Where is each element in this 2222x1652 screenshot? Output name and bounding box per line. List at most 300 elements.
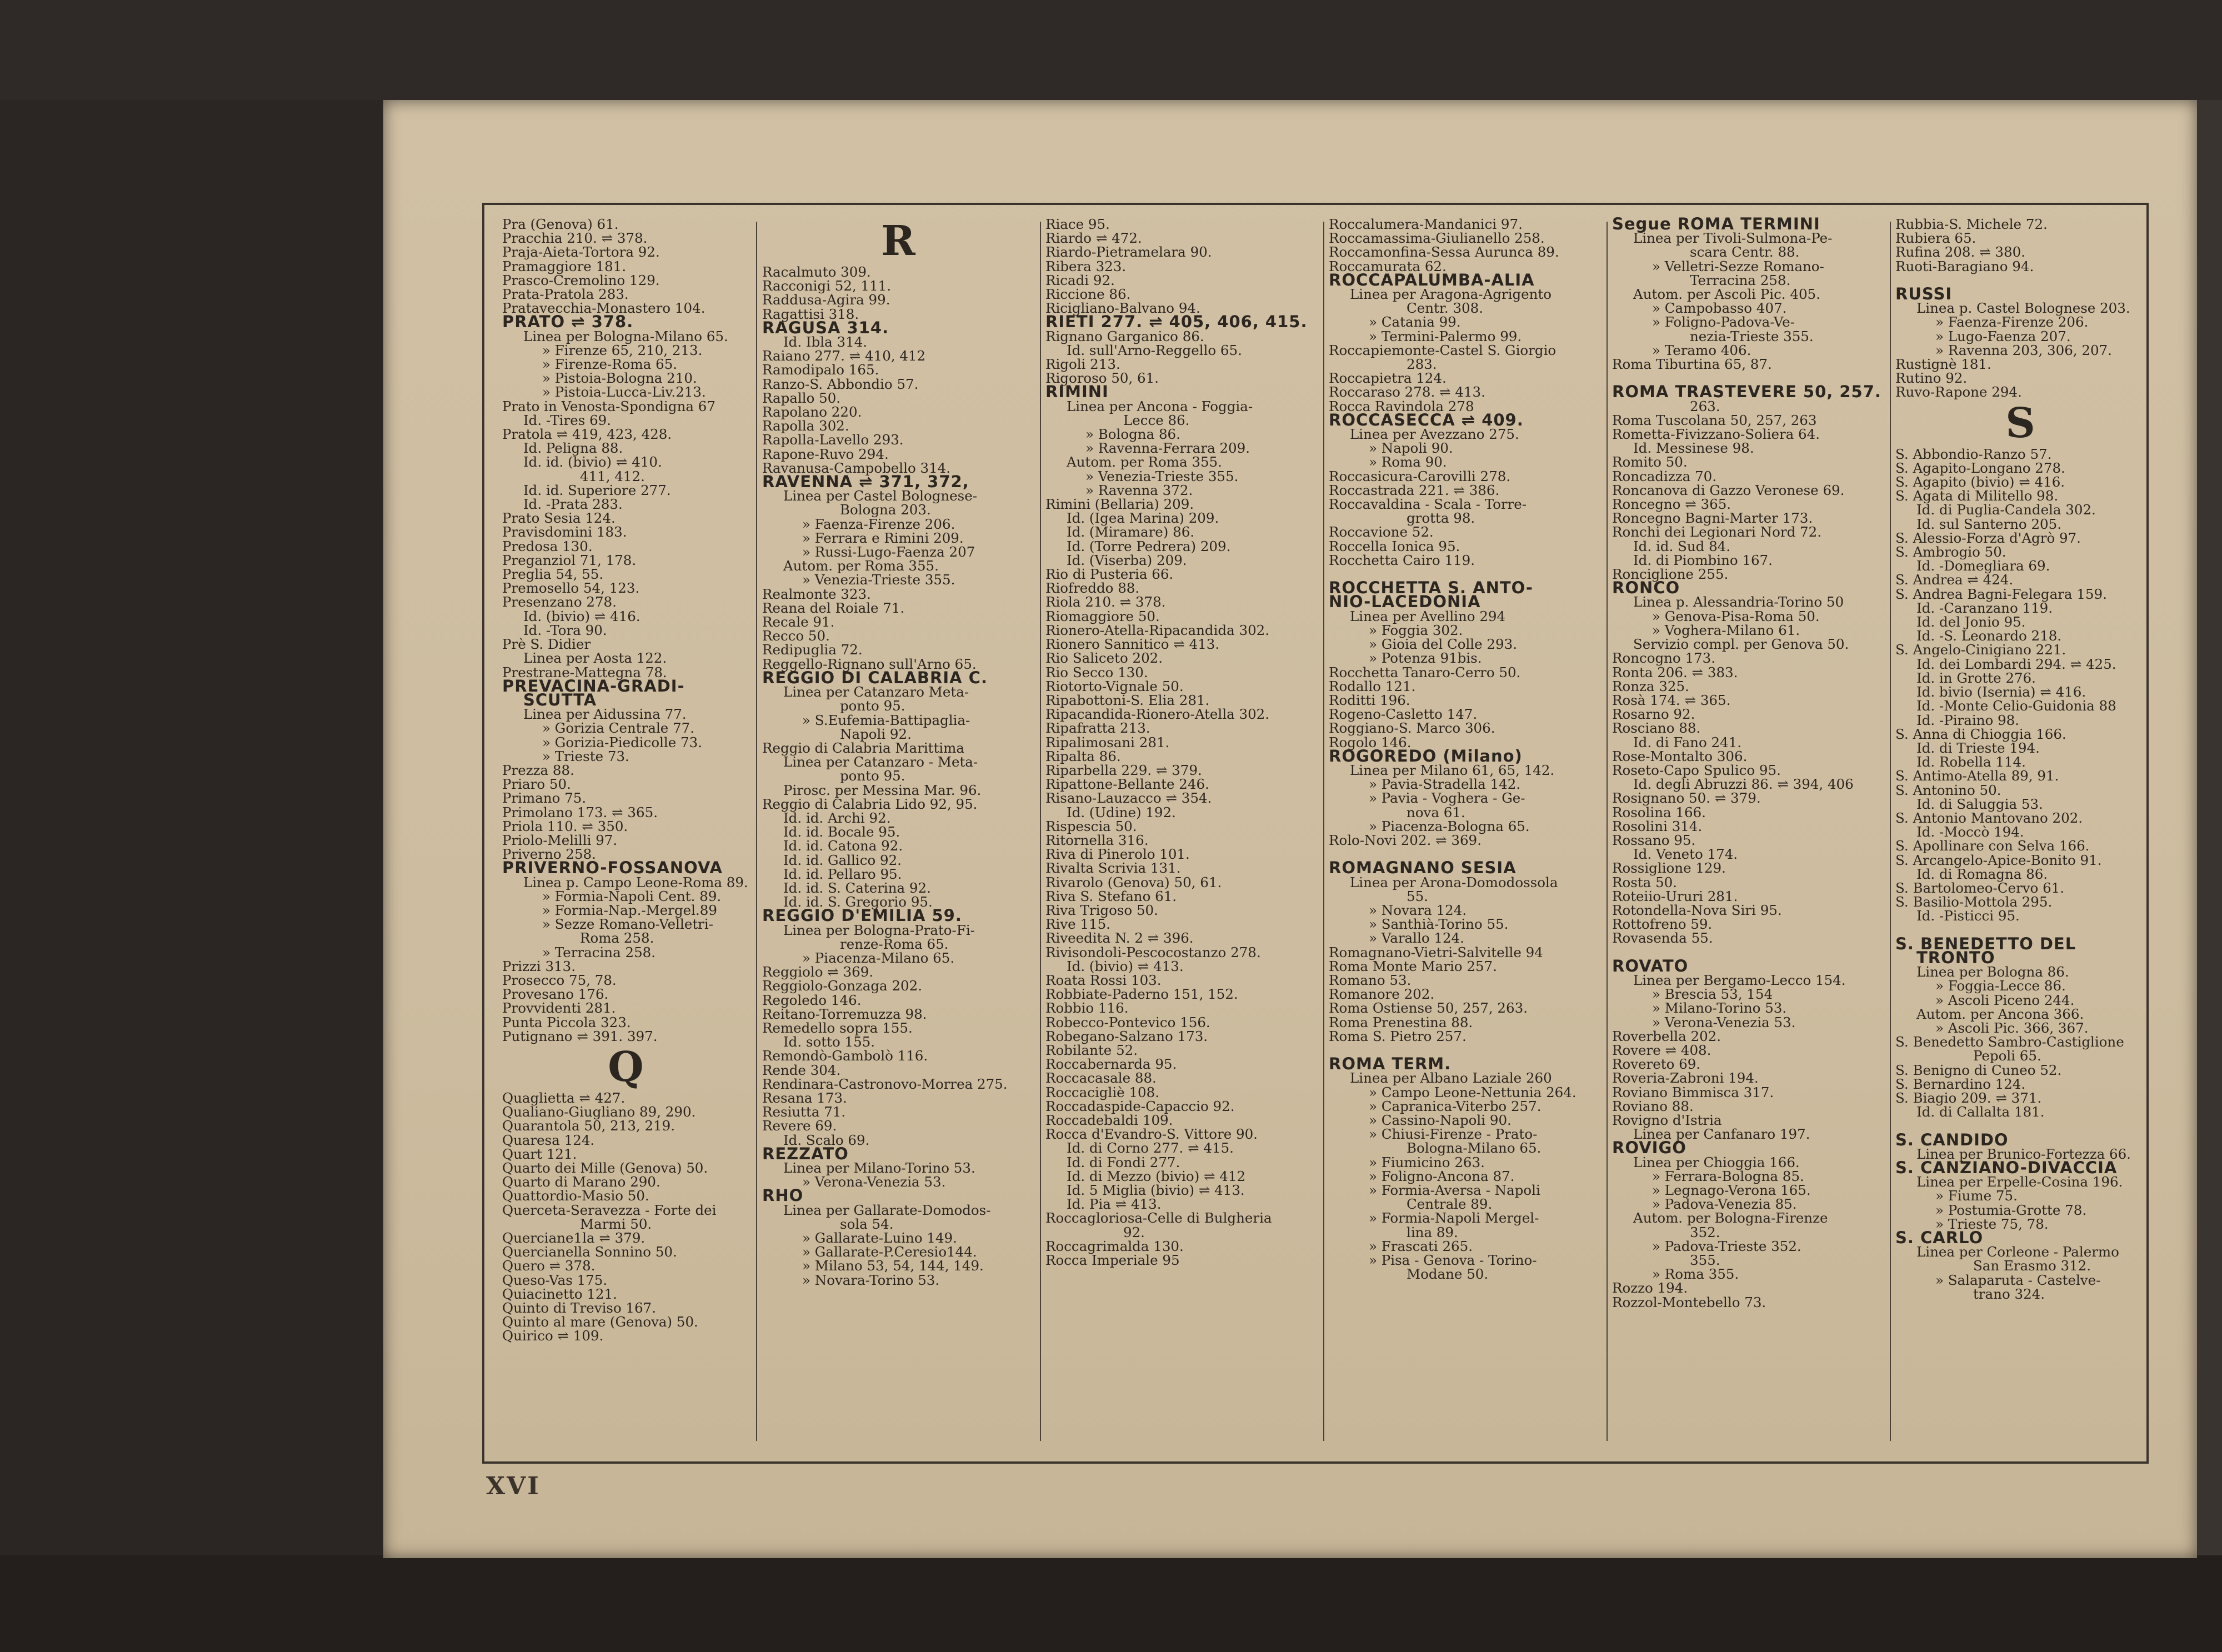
index-entry: Roccacasale 88. — [1045, 1070, 1157, 1087]
index-entry: Rapallo 50. — [762, 389, 841, 406]
index-entry: Id. del Jonio 95. — [1916, 614, 2026, 630]
index-entry: Riccione 86. — [1045, 286, 1131, 303]
index-entry: Ronciglione 255. — [1612, 566, 1729, 583]
index-entry: Rionero-Atella-Ripacandida 302. — [1045, 622, 1270, 638]
index-entry: Reggiolo ⇌ 369. — [762, 964, 874, 980]
index-entry: » Gorizia-Piedicolle 73. — [542, 734, 703, 750]
index-entry: S. Antimo-Atella 89, 91. — [1895, 768, 2059, 784]
index-entry: Id. Peligna 88. — [523, 440, 623, 457]
index-entry: » Padova-Venezia 85. — [1652, 1196, 1797, 1213]
index-entry: Prestrane-Mattegna 78. — [502, 664, 667, 680]
index-entry: Raddusa-Agira 99. — [762, 292, 890, 308]
index-entry: Linea per Catanzaro Meta- — [783, 684, 969, 700]
index-frame — [482, 203, 2149, 1464]
station-heading: ROMA TRASTEVERE 50, 257. — [1612, 382, 1881, 402]
index-entry: Linea per Chioggia 166. — [1633, 1154, 1800, 1170]
index-entry: Linea per Corleone - Palermo — [1916, 1244, 2119, 1260]
index-entry: » Pistoia-Bologna 210. — [542, 370, 697, 387]
index-entry: Rio di Pusteria 66. — [1045, 566, 1174, 583]
index-entry: Ronza 325. — [1612, 678, 1689, 694]
index-entry: » Novara 124. — [1369, 902, 1467, 918]
index-entry: 411, 412. — [580, 468, 645, 484]
index-entry: Priola 110. ⇌ 350. — [502, 818, 628, 834]
index-entry: Id. di Fano 241. — [1633, 734, 1742, 750]
column-divider — [1607, 222, 1608, 1441]
index-entry: S. Bartolomeo-Cervo 61. — [1895, 879, 2065, 896]
index-entry: 263. — [1690, 398, 1720, 414]
index-entry: » Sezze Romano-Velletri- — [542, 916, 714, 933]
index-entry: Prezza 88. — [502, 762, 574, 778]
index-entry: Resiutta 71. — [762, 1104, 846, 1120]
index-entry: » Potenza 91bis. — [1369, 650, 1482, 667]
index-entry: Id. -Domegliara 69. — [1916, 558, 2050, 574]
index-entry: Roma Tuscolana 50, 257, 263 — [1612, 412, 1817, 428]
index-entry: Reitano-Torremuzza 98. — [762, 1005, 927, 1022]
index-entry: S. Antonio Mantovano 202. — [1895, 809, 2083, 826]
book-page — [383, 100, 2197, 1558]
index-entry: Robecco-Pontevico 156. — [1045, 1014, 1210, 1030]
station-heading: PRIVERNO-FOSSANOVA — [502, 858, 723, 878]
index-entry: grotta 98. — [1407, 510, 1475, 527]
index-entry: » Gallarate-Luino 149. — [802, 1230, 957, 1246]
index-entry: Ripalimosani 281. — [1045, 734, 1170, 750]
station-heading: SCUTTA — [523, 690, 597, 709]
index-entry: Id. di Fondi 277. — [1067, 1154, 1180, 1170]
index-entry: Roata Rossi 103. — [1045, 972, 1162, 988]
index-entry: Rocca Ravindola 278 — [1329, 398, 1474, 414]
index-entry: S. Alessio-Forza d'Agrò 97. — [1895, 529, 2081, 546]
index-entry: Id. id. S. Gregorio 95. — [783, 894, 933, 910]
index-entry: » Genova-Pisa-Roma 50. — [1652, 608, 1820, 624]
index-entry: S. Andrea Bagni-Felegara 159. — [1895, 585, 2107, 602]
index-entry: Linea per Aidussina 77. — [523, 706, 687, 723]
index-entry: Linea per Canfanaro 197. — [1633, 1126, 1810, 1143]
index-entry: Rende 304. — [762, 1062, 841, 1078]
index-entry: Id. (Udine) 192. — [1067, 804, 1176, 820]
index-entry: » Velletri-Sezze Romano- — [1652, 258, 1824, 274]
index-entry: Primano 75. — [502, 790, 587, 807]
index-entry: » Novara-Torino 53. — [802, 1271, 940, 1288]
index-entry: Rivarolo (Genova) 50, 61. — [1045, 874, 1222, 890]
index-entry: Linea per Aosta 122. — [523, 650, 667, 667]
index-entry: » Ascoli Pic. 366, 367. — [1935, 1019, 2089, 1036]
index-entry: Quarantola 50, 213, 219. — [502, 1118, 675, 1134]
index-entry: Servizio compl. per Genova 50. — [1633, 636, 1849, 653]
index-entry: Riace 95. — [1045, 217, 1110, 232]
index-entry: Provvidenti 281. — [502, 1000, 616, 1017]
index-entry: Quinto di Treviso 167. — [502, 1300, 657, 1316]
index-entry: » Pavia-Stradella 142. — [1369, 776, 1521, 793]
index-entry: S. Andrea ⇌ 424. — [1895, 572, 2014, 588]
index-entry: Roncanova di Gazzo Veronese 69. — [1612, 482, 1845, 498]
index-entry: Prè S. Didier — [502, 636, 591, 653]
index-entry: Roccavaldina - Scala - Torre- — [1329, 496, 1527, 513]
index-entry: S. Apollinare con Selva 166. — [1895, 838, 2090, 854]
station-heading: S. CANZIANO-DIVACCIA — [1895, 1158, 2118, 1177]
station-heading: ROMA TERM. — [1329, 1054, 1452, 1074]
index-entry: Rigoroso 50, 61. — [1045, 370, 1159, 387]
index-entry: S. Agapito-Longano 278. — [1895, 459, 2065, 476]
index-entry: Id. di Piombino 167. — [1633, 552, 1773, 568]
station-heading: RIMINI — [1045, 382, 1109, 402]
index-entry: Quattordio-Masio 50. — [502, 1188, 649, 1204]
index-entry: Rometta-Fivizzano-Soliera 64. — [1612, 426, 1820, 443]
index-entry: Ranzo-S. Abbondio 57. — [762, 376, 919, 392]
index-entry: Id. (Torre Pedrera) 209. — [1067, 538, 1231, 554]
index-entry: Robilante 52. — [1045, 1042, 1138, 1058]
index-entry: Quirico ⇌ 109. — [502, 1328, 604, 1344]
index-entry: 92. — [1123, 1224, 1145, 1240]
index-entry: Rogeno-Casletto 147. — [1329, 706, 1478, 723]
index-entry: Autom. per Ancona 366. — [1916, 1005, 2084, 1022]
index-entry: Marmi 50. — [580, 1215, 652, 1232]
index-entry: Id. (bivio) ⇌ 413. — [1067, 958, 1184, 974]
index-entry: Ronchi dei Legionari Nord 72. — [1612, 524, 1821, 540]
index-entry: Roviano 88. — [1612, 1098, 1694, 1114]
station-heading: RAGUSA 314. — [762, 318, 889, 337]
index-entry: Prato Sesia 124. — [502, 510, 615, 527]
index-entry: Id. di Callalta 181. — [1916, 1104, 2045, 1120]
index-column-1 — [502, 217, 749, 1453]
index-entry: Rocca d'Evandro-S. Vittore 90. — [1045, 1126, 1258, 1143]
index-entry: Querciane1la ⇌ 379. — [502, 1230, 645, 1246]
index-entry: Pra (Genova) 61. — [502, 217, 619, 232]
index-entry: » Russi-Lugo-Faenza 207 — [802, 544, 975, 560]
index-entry: Id. di Trieste 194. — [1916, 739, 2040, 756]
index-entry: Roccadebaldi 109. — [1045, 1112, 1173, 1128]
index-column-6 — [1895, 217, 2145, 1453]
index-entry: » Fiumicino 263. — [1369, 1154, 1485, 1170]
index-entry: » Bologna 86. — [1085, 426, 1180, 443]
index-entry: » Termini-Palermo 99. — [1369, 328, 1522, 344]
index-entry: Ricadi 92. — [1045, 272, 1115, 288]
index-entry: Roccasicura-Carovilli 278. — [1329, 468, 1511, 484]
index-entry: Remondò-Gambolò 116. — [762, 1048, 928, 1064]
station-heading: ROGOREDO (Milano) — [1329, 746, 1523, 765]
index-entry: nezia-Trieste 355. — [1690, 328, 1814, 344]
index-entry: Linea per Castel Bolognese- — [783, 488, 978, 504]
index-entry: Id. di Romagna 86. — [1916, 865, 2048, 882]
index-entry: Rosta 50. — [1612, 874, 1677, 890]
station-heading: ROMAGNANO SESIA — [1329, 858, 1517, 878]
index-entry: » Gallarate-P.Ceresio144. — [802, 1244, 977, 1260]
index-entry: Terracina 258. — [1690, 272, 1791, 288]
index-entry: Ravanusa-Campobello 314. — [762, 459, 951, 476]
index-entry: » Brescia 53, 154 — [1652, 986, 1773, 1003]
index-entry: Roccalumera-Mandanici 97. — [1329, 217, 1523, 232]
index-entry: Autom. per Bologna-Firenze — [1633, 1210, 1828, 1227]
index-entry: Romagnano-Vietri-Salvitelle 94 — [1329, 944, 1543, 960]
index-entry: » Fiume 75. — [1935, 1188, 2018, 1204]
index-entry: » Roma 355. — [1652, 1266, 1739, 1283]
station-heading: REGGIO D'EMILIA 59. — [762, 906, 962, 925]
station-heading: ROVATO — [1612, 956, 1689, 975]
index-entry: Ripacandida-Rionero-Atella 302. — [1045, 706, 1270, 723]
index-entry: Id. Veneto 174. — [1633, 846, 1738, 863]
index-entry: Id. (Miramare) 86. — [1067, 524, 1195, 540]
index-entry: Rutino 92. — [1895, 370, 1968, 387]
index-entry: Id. -S. Leonardo 218. — [1916, 628, 2062, 644]
index-entry: Roteiio-Ururi 281. — [1612, 888, 1738, 904]
index-column-3 — [1045, 217, 1318, 1453]
index-entry: » Postumia-Grotte 78. — [1935, 1202, 2087, 1218]
index-entry: Id. di Saluggia 53. — [1916, 795, 2043, 812]
index-entry: Id. id. Superiore 277. — [523, 482, 671, 498]
index-entry: Reggio di Calabria Lido 92, 95. — [762, 795, 978, 812]
station-heading: RUSSI — [1895, 284, 1953, 304]
section-letter: S — [2005, 399, 2035, 447]
index-entry: Id. 5 Miglia (bivio) ⇌ 413. — [1067, 1182, 1245, 1199]
index-entry: Id. id. (bivio) ⇌ 410. — [523, 454, 662, 470]
index-entry: Roccaraso 278. ⇌ 413. — [1329, 384, 1485, 401]
index-entry: Risano-Lauzacco ⇌ 354. — [1045, 790, 1212, 807]
index-entry: S. Anna di Chioggia 166. — [1895, 725, 2066, 742]
index-entry: Linea p. Campo Leone-Roma 89. — [523, 874, 748, 890]
index-entry: Id. -Monte Celio-Guidonia 88 — [1916, 698, 2116, 714]
index-entry: » Pisa - Genova - Torino- — [1369, 1252, 1537, 1269]
index-entry: Rose-Montalto 306. — [1612, 748, 1748, 764]
index-entry: Roma Ostiense 50, 257, 263. — [1329, 1000, 1528, 1017]
index-entry: Id. sotto 155. — [783, 1034, 875, 1050]
index-entry: 355. — [1690, 1252, 1720, 1269]
index-entry: Prasco-Cremolino 129. — [502, 272, 660, 288]
index-entry: » Capranica-Viterbo 257. — [1369, 1098, 1542, 1114]
index-entry: » Ferrara e Rimini 209. — [802, 529, 964, 546]
index-entry: Linea per Tivoli-Sulmona-Pe- — [1633, 230, 1833, 247]
index-entry: Ronta 206. ⇌ 383. — [1612, 664, 1738, 680]
index-entry: scara Centr. 88. — [1690, 244, 1800, 261]
index-entry: » Foggia 302. — [1369, 622, 1463, 638]
index-entry: trano 324. — [1973, 1285, 2045, 1302]
index-entry: Bologna-Milano 65. — [1407, 1140, 1542, 1157]
index-entry: Id. -Tires 69. — [523, 412, 612, 428]
index-entry: » Formia-Napoli Mergel- — [1369, 1210, 1539, 1227]
index-entry: » Ferrara-Bologna 85. — [1652, 1168, 1804, 1184]
index-entry: Ragattisi 318. — [762, 306, 859, 322]
index-entry: Rapone-Ruvo 294. — [762, 445, 889, 462]
index-entry: Rionero Sannitico ⇌ 413. — [1045, 636, 1220, 653]
index-entry: Rivisondoli-Pescocostanzo 278. — [1045, 944, 1261, 960]
index-entry: Pepoli 65. — [1973, 1048, 2041, 1064]
index-entry: Id. (Viserba) 209. — [1067, 552, 1187, 568]
index-entry: Praja-Aieta-Tortora 92. — [502, 244, 660, 261]
index-entry: Id. Pia ⇌ 413. — [1067, 1196, 1162, 1213]
index-entry: Rosarno 92. — [1612, 706, 1695, 723]
index-entry: S. Bernardino 124. — [1895, 1075, 2026, 1092]
index-entry: Priverno 258. — [502, 846, 596, 863]
station-heading: REGGIO DI CALABRIA C. — [762, 668, 988, 687]
index-entry: Linea per Albano Laziale 260 — [1350, 1070, 1552, 1087]
index-entry: Linea per Erpelle-Cosina 196. — [1916, 1174, 2123, 1190]
index-entry: » Milano-Torino 53. — [1652, 1000, 1787, 1017]
index-entry: Id. id. Sud 84. — [1633, 538, 1731, 554]
index-entry: » Foligno-Ancona 87. — [1369, 1168, 1515, 1184]
index-entry: Rossiglione 129. — [1612, 860, 1726, 877]
index-entry: Bologna 203. — [840, 502, 931, 518]
index-entry: » Catania 99. — [1369, 314, 1461, 331]
index-entry: Autom. per Roma 355. — [1067, 454, 1222, 470]
index-entry: » Salaparuta - Castelve- — [1935, 1271, 2101, 1288]
index-entry: » Pistoia-Lucca-Liv.213. — [542, 384, 706, 401]
index-entry: ponto 95. — [840, 768, 905, 784]
index-entry: Putignano ⇌ 391. 397. — [502, 1028, 658, 1044]
index-entry: Robbiate-Paderno 151, 152. — [1045, 986, 1238, 1003]
index-entry: » Trieste 75, 78. — [1935, 1215, 2049, 1232]
column-divider — [756, 222, 757, 1441]
index-entry: Priolo-Melilli 97. — [502, 832, 618, 848]
index-entry: Linea per Avellino 294 — [1350, 608, 1506, 624]
index-entry: Regoledo 146. — [762, 992, 862, 1008]
index-entry: Rivalta Scrivia 131. — [1045, 860, 1181, 877]
index-entry: Roccacigliè 108. — [1045, 1084, 1159, 1100]
index-entry: Roncegno ⇌ 365. — [1612, 496, 1731, 513]
index-entry: » Teramo 406. — [1652, 342, 1751, 358]
index-entry: Linea p. Castel Bolognese 203. — [1916, 300, 2130, 317]
index-entry: Provesano 176. — [502, 986, 609, 1003]
index-entry: Rispescia 50. — [1045, 818, 1137, 834]
index-entry: Pratavecchia-Monastero 104. — [502, 300, 705, 317]
index-entry: Linea per Bologna-Prato-Fi- — [783, 922, 975, 938]
index-entry: Id. id. Archi 92. — [783, 809, 891, 826]
index-entry: » Firenze-Roma 65. — [542, 356, 678, 373]
index-entry: S. Benedetto Sambro-Castiglione — [1895, 1034, 2124, 1050]
index-entry: Id. di Mezzo (bivio) ⇌ 412 — [1067, 1168, 1246, 1184]
index-entry: Quarto di Marano 290. — [502, 1174, 660, 1190]
station-heading: NIO-LACEDONIA — [1329, 592, 1481, 612]
station-heading: ROCCHETTA S. ANTO- — [1329, 578, 1533, 598]
index-entry: Roma Monte Mario 257. — [1329, 958, 1497, 974]
index-entry: Quaglietta ⇌ 427. — [502, 1089, 625, 1106]
index-entry: » Cassino-Napoli 90. — [1369, 1112, 1512, 1128]
index-entry: Linea per Bologna-Milano 65. — [523, 328, 728, 344]
index-entry: Rovigno d'Istria — [1612, 1112, 1722, 1128]
index-entry: Rosolini 314. — [1612, 818, 1703, 834]
index-entry: Id. id. Catona 92. — [783, 838, 903, 854]
index-entry: Pravisdomini 183. — [502, 524, 627, 540]
index-entry: » Campo Leone-Nettunia 264. — [1369, 1084, 1577, 1100]
index-entry: Linea per Aragona-Agrigento — [1350, 286, 1552, 303]
index-entry: Racalmuto 309. — [762, 264, 871, 280]
station-heading: RHO — [762, 1186, 804, 1205]
index-entry: Id. id. S. Caterina 92. — [783, 879, 931, 896]
column-divider — [1323, 222, 1324, 1441]
section-letter: Q — [608, 1043, 644, 1091]
background-top — [0, 0, 2222, 100]
index-entry: lina 89. — [1407, 1224, 1458, 1240]
index-entry: Rubiera 65. — [1895, 230, 1976, 247]
index-entry: Queso-Vas 175. — [502, 1271, 608, 1288]
index-entry: Rovere ⇌ 408. — [1612, 1042, 1711, 1058]
index-entry: Riotorto-Vignale 50. — [1045, 678, 1184, 694]
index-entry: Roncadizza 70. — [1612, 468, 1716, 484]
index-entry: Quinto al mare (Genova) 50. — [502, 1314, 698, 1330]
index-entry: » Foligno-Padova-Ve- — [1652, 314, 1795, 331]
index-entry: Premosello 54, 123. — [502, 580, 640, 597]
index-entry: Romano 53. — [1329, 972, 1412, 988]
index-entry: Rocchetta Tanaro-Cerro 50. — [1329, 664, 1521, 680]
index-entry: Ribera 323. — [1045, 258, 1127, 274]
index-entry: Rio Secco 130. — [1045, 664, 1148, 680]
index-entry: Quiacinetto 121. — [502, 1285, 617, 1302]
index-entry: Roggiano-S. Marco 306. — [1329, 720, 1495, 737]
index-entry: 283. — [1407, 356, 1437, 373]
index-entry: Id. di Puglia-Candela 302. — [1916, 502, 2096, 518]
index-entry: Rufina 208. ⇌ 380. — [1895, 244, 2025, 261]
index-entry: Rovasenda 55. — [1612, 930, 1713, 947]
index-entry: Priaro 50. — [502, 776, 571, 793]
index-entry: » Formia-Aversa - Napoli — [1369, 1182, 1540, 1199]
index-entry: Linea per Ancona - Foggia- — [1067, 398, 1253, 414]
index-entry: Racconigi 52, 111. — [762, 278, 892, 294]
index-entry: » Ravenna 372. — [1085, 482, 1193, 498]
index-entry: S. Antonino 50. — [1895, 782, 2001, 798]
station-heading: RIETI 277. ⇌ 405, 406, 415. — [1045, 312, 1308, 332]
index-entry: Roccella Ionica 95. — [1329, 538, 1460, 554]
index-entry: Roma 258. — [580, 930, 654, 947]
index-entry: Centr. 308. — [1407, 300, 1484, 317]
index-entry: Id. -Pisticci 95. — [1916, 908, 2020, 924]
index-entry: Linea per Milano-Torino 53. — [783, 1160, 975, 1176]
index-entry: Remedello sopra 155. — [762, 1019, 913, 1036]
station-heading: ROVIGO — [1612, 1138, 1686, 1158]
index-entry: San Erasmo 312. — [1973, 1258, 2091, 1274]
index-entry: Rosciano 88. — [1612, 720, 1701, 737]
index-entry: Rossano 95. — [1612, 832, 1696, 848]
index-entry: » Faenza-Firenze 206. — [1935, 314, 2089, 331]
index-entry: Reggiolo-Gonzaga 202. — [762, 978, 923, 994]
index-entry: S. Biagio 209. ⇌ 371. — [1895, 1089, 2042, 1106]
index-entry: » Venezia-Trieste 355. — [1085, 468, 1239, 484]
index-entry: Prosecco 75, 78. — [502, 972, 617, 988]
index-entry: Linea per Arona-Domodossola — [1350, 874, 1558, 890]
index-entry: Roccavione 52. — [1329, 524, 1434, 540]
station-heading: PRATO ⇌ 378. — [502, 312, 634, 332]
index-entry: Id. Scalo 69. — [783, 1132, 870, 1148]
index-entry: Rive 115. — [1045, 916, 1110, 933]
index-entry: Robbio 116. — [1045, 1000, 1129, 1017]
index-entry: » Formia-Nap.-Mergel.89 — [542, 902, 717, 918]
index-entry: » Terracina 258. — [542, 944, 656, 960]
index-entry: Punta Piccola 323. — [502, 1014, 631, 1030]
index-entry: S. Agata di Militello 98. — [1895, 488, 2059, 504]
station-heading: REZZATO — [762, 1144, 849, 1163]
index-entry: Id. degli Abruzzi 86. ⇌ 394, 406 — [1633, 776, 1854, 793]
index-entry: Id. id. Pellaro 95. — [783, 865, 902, 882]
index-entry: S. Benigno di Cuneo 52. — [1895, 1062, 2062, 1078]
index-entry: » Lugo-Faenza 207. — [1935, 328, 2071, 344]
index-entry: » S.Eufemia-Battipaglia- — [802, 712, 970, 728]
index-entry: Rignano Garganico 86. — [1045, 328, 1204, 344]
index-entry: » Santhià-Torino 55. — [1369, 916, 1509, 933]
index-entry: » Formia-Napoli Cent. 89. — [542, 888, 722, 904]
index-entry: Roccamurata 62. — [1329, 258, 1447, 274]
index-entry: Id. bivio (Isernia) ⇌ 416. — [1916, 684, 2086, 700]
index-entry: Pratola ⇌ 419, 423, 428. — [502, 426, 672, 443]
index-entry: Linea per Brunico-Fortezza 66. — [1916, 1145, 2131, 1162]
index-entry: Redipuglia 72. — [762, 642, 863, 658]
index-entry: » Verona-Venezia 53. — [802, 1174, 946, 1190]
index-entry: Rio Saliceto 202. — [1045, 650, 1163, 667]
index-entry: » Foggia-Lecce 86. — [1935, 978, 2066, 994]
index-entry: Rubbia-S. Michele 72. — [1895, 217, 2048, 232]
section-letter: R — [881, 217, 915, 265]
index-entry: Id. (Igea Marina) 209. — [1067, 510, 1219, 527]
index-entry: Roccagloriosa-Celle di Bulgheria — [1045, 1210, 1272, 1227]
index-entry: Id. -Moccò 194. — [1916, 824, 2024, 840]
index-entry: Id. -Piraino 98. — [1916, 712, 2019, 728]
index-entry: Rocca Imperiale 95 — [1045, 1252, 1180, 1269]
index-entry: Rogolo 146. — [1329, 734, 1412, 750]
